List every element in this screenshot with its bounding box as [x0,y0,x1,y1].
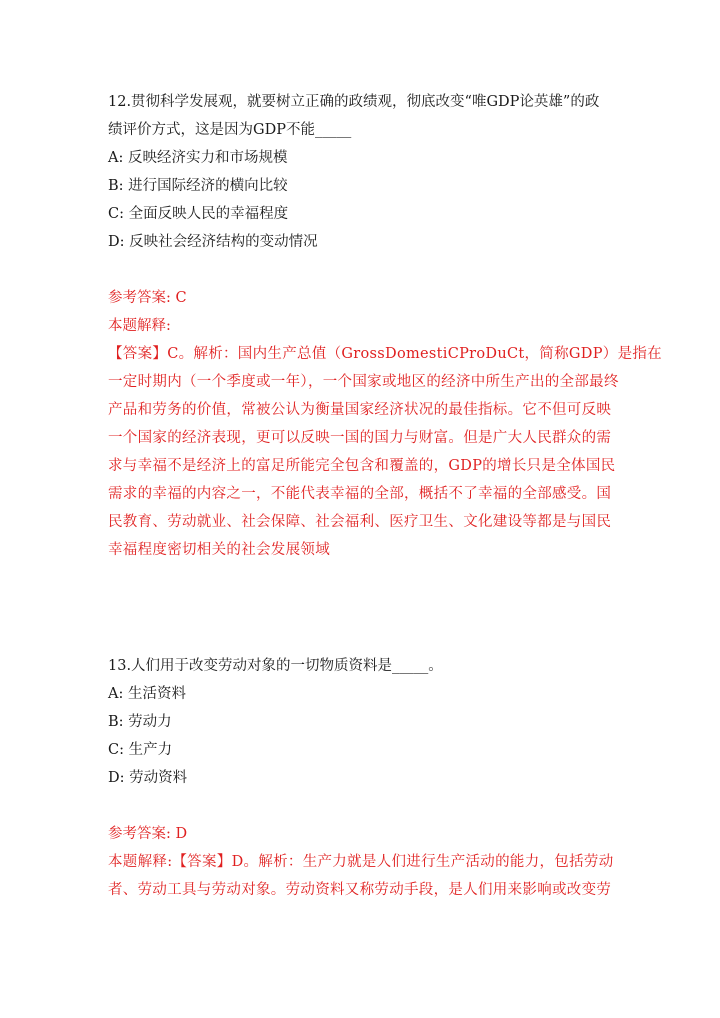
q13-explain-line-1: 本题解释:【答案】D。解析：生产力就是人们进行生产活动的能力，包括劳动 [108,854,614,870]
q13-stem-line-1: 13.人们用于改变劳动对象的一切物质资料是_____。 [108,658,443,674]
q12-stem-line-1: 12.贯彻科学发展观，就要树立正确的政绩观，彻底改变“唯GDP论英雄”的政 [108,94,600,110]
q12-option-c: C: 全面反映人民的幸福程度 [108,206,289,222]
q12-option-a: A: 反映经济实力和市场规模 [108,150,288,166]
q13-explain-line-2: 者、劳动工具与劳动对象。劳动资料又称劳动手段，是人们用来影响或改变劳 [108,882,612,898]
q12-explain-label: 本题解释: [108,318,171,334]
q12-explain-line-6: 需求的幸福的内容之一，不能代表幸福的全部，概括不了幸福的全部感受。国 [108,486,612,502]
q12-explain-line-3: 产品和劳务的价值，常被公认为衡量国家经济状况的最佳指标。它不但可反映 [108,402,612,418]
q12-explain-line-7: 民教育、劳动就业、社会保障、社会福利、医疗卫生、文化建设等都是与国民 [108,514,612,530]
q13-option-d: D: 劳动资料 [108,770,188,786]
q12-explain-line-2: 一定时期内（一个季度或一年），一个国家或地区的经济中所生产出的全部最终 [108,374,619,390]
q12-explain-line-5: 求与幸福不是经济上的富足所能完全包含和覆盖的，GDP的增长只是全体国民 [108,458,616,474]
q12-explain-line-4: 一个国家的经济表现，更可以反映一国的国力与财富。但是广大人民群众的需 [108,430,612,446]
q13-option-b: B: 劳动力 [108,714,172,730]
q12-explain-line-8: 幸福程度密切相关的社会发展领域 [108,542,330,558]
q12-option-b: B: 进行国际经济的横向比较 [108,178,288,194]
q13-option-c: C: 生产力 [108,742,173,758]
q12-option-d: D: 反映社会经济结构的变动情况 [108,234,318,250]
q12-answer: 参考答案: C [108,290,187,306]
q12-stem-line-2: 绩评价方式，这是因为GDP不能_____ [108,122,352,138]
q13-answer: 参考答案: D [108,826,188,842]
q13-option-a: A: 生活资料 [108,686,186,702]
q12-explain-line-1: 【答案】C。解析：国内生产总值（GrossDomestiCProDuCt，简称GDP）是指在 [108,346,662,362]
